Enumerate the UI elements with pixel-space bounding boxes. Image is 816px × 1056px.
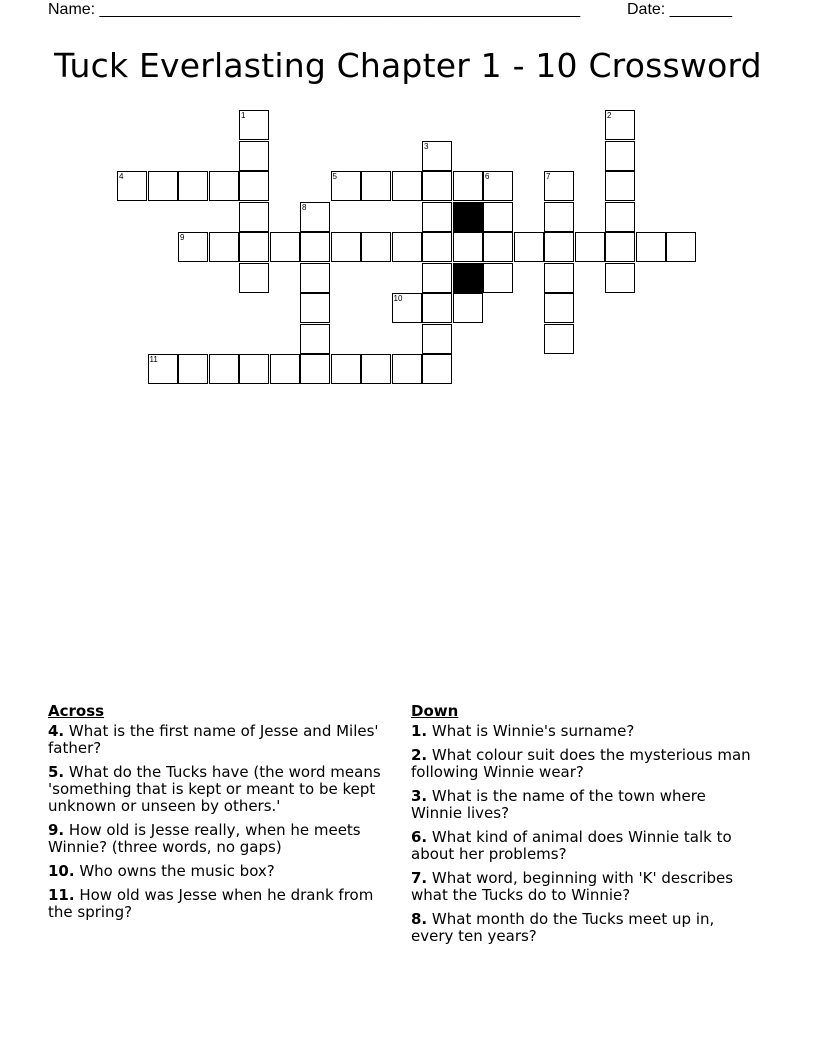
grid-cell[interactable] [361, 171, 391, 201]
clue-number: 9. [48, 821, 65, 839]
grid-cell[interactable] [605, 141, 635, 171]
grid-cell[interactable] [300, 324, 330, 354]
grid-cell[interactable] [544, 232, 574, 262]
clue-number: 10. [48, 862, 75, 880]
grid-cell[interactable] [361, 354, 391, 384]
down-clues [411, 702, 761, 952]
crossword-grid [0, 0, 816, 400]
grid-cell[interactable] [300, 354, 330, 384]
down-heading: Down [411, 702, 459, 720]
grid-cell[interactable] [605, 202, 635, 232]
clue-text: How old is Jesse really, when he meets Winnie? (three words, no gaps) [48, 821, 361, 856]
clue-text: Who owns the music box? [74, 862, 275, 880]
grid-cell[interactable] [422, 232, 452, 262]
grid-cell[interactable] [544, 202, 574, 232]
across-clue [48, 822, 398, 856]
across-heading: Across [48, 702, 105, 720]
cell-number: 9 [180, 233, 185, 242]
grid-cell[interactable] [422, 141, 452, 171]
cell-number: 7 [546, 172, 551, 181]
date-line[interactable]: Date: _______ [627, 1, 732, 18]
grid-cell[interactable] [544, 324, 574, 354]
down-clue [411, 723, 761, 740]
grid-cell[interactable] [422, 171, 452, 201]
grid-cell[interactable] [239, 202, 269, 232]
grid-cell[interactable] [239, 110, 269, 140]
page-title: Tuck Everlasting Chapter 1 - 10 Crossword [54, 46, 762, 85]
clue-number: 5. [48, 763, 65, 781]
grid-cell[interactable] [483, 232, 513, 262]
grid-cell[interactable] [422, 324, 452, 354]
grid-cell[interactable] [392, 232, 422, 262]
down-clue [411, 829, 761, 863]
grid-cell[interactable] [209, 354, 239, 384]
grid-cell[interactable] [392, 171, 422, 201]
grid-cell[interactable] [453, 232, 483, 262]
grid-cell[interactable] [239, 354, 269, 384]
grid-cell[interactable] [270, 232, 300, 262]
grid-cell[interactable] [483, 263, 513, 293]
grid-cell[interactable] [209, 171, 239, 201]
cell-number: 2 [607, 111, 612, 120]
grid-cell[interactable] [300, 202, 330, 232]
down-clue [411, 870, 761, 904]
clue-number: 7. [411, 869, 428, 887]
grid-cell[interactable] [239, 263, 269, 293]
clue-text: What colour suit does the mysterious man following Winnie wear? [411, 746, 751, 781]
grid-cell[interactable] [636, 232, 666, 262]
clue-number: 2. [411, 746, 428, 764]
grid-cell[interactable] [666, 232, 696, 262]
across-clue [48, 887, 398, 921]
grid-cell[interactable] [300, 263, 330, 293]
grid-cell[interactable] [483, 202, 513, 232]
cell-number: 4 [119, 172, 124, 181]
clue-text: What month do the Tucks meet up in, every ten years? [411, 910, 715, 945]
cell-number: 10 [393, 294, 403, 303]
cell-number: 5 [332, 172, 337, 181]
grid-cell[interactable] [605, 110, 635, 140]
clue-text: What word, beginning with 'K' describes what the Tucks do to Winnie? [411, 869, 734, 904]
clue-number: 3. [411, 787, 428, 805]
cell-number: 3 [424, 141, 429, 151]
grid-cell[interactable] [544, 263, 574, 293]
across-clue [48, 764, 398, 815]
grid-cell[interactable] [544, 293, 574, 323]
clue-text: What kind of animal does Winnie talk to about her problems? [411, 828, 732, 863]
across-clues [48, 702, 398, 928]
grid-cell[interactable] [331, 171, 361, 201]
grid-cell[interactable] [178, 171, 208, 201]
clue-number: 1. [411, 722, 428, 740]
cell-number: 1 [241, 111, 246, 120]
down-clue [411, 788, 761, 822]
grid-cell[interactable] [575, 232, 605, 262]
grid-cell[interactable] [239, 232, 269, 262]
clue-number: 6. [411, 828, 428, 846]
grid-cell[interactable] [239, 141, 269, 171]
black-cell [453, 263, 483, 293]
clue-text: What is the name of the town where Winnie lives? [411, 787, 706, 822]
grid-cell[interactable] [117, 171, 147, 201]
grid-cell[interactable] [148, 171, 178, 201]
grid-cell[interactable] [453, 293, 483, 323]
grid-cell[interactable] [361, 232, 391, 262]
grid-cell[interactable] [239, 171, 269, 201]
clue-text: How old was Jesse when he drank from the spring? [48, 886, 374, 921]
clue-text: What is the first name of Jesse and Miles' father? [48, 722, 379, 757]
down-clue-list [411, 723, 761, 945]
grid-cell[interactable] [483, 171, 513, 201]
grid-cell[interactable] [422, 263, 452, 293]
clue-number: 8. [411, 910, 428, 928]
grid-cell[interactable] [331, 354, 361, 384]
grid-cell[interactable] [270, 354, 300, 384]
cell-number: 6 [485, 172, 490, 181]
black-cell [453, 202, 483, 232]
clue-number: 4. [48, 722, 65, 740]
across-clue [48, 723, 398, 757]
grid-cell[interactable] [178, 354, 208, 384]
name-line[interactable]: Name: ______________________________________________________ [48, 1, 581, 18]
grid-cell[interactable] [605, 171, 635, 201]
cell-number: 11 [149, 355, 158, 364]
grid-cell[interactable] [148, 354, 178, 384]
clue-text: What is Winnie's surname? [427, 722, 635, 740]
grid-cell[interactable] [605, 263, 635, 293]
clue-text: What do the Tucks have (the word means 'something that is kept or meant to be kept unknown or unseen by others.' [48, 763, 381, 815]
grid-cell[interactable] [422, 293, 452, 323]
grid-cell[interactable] [453, 171, 483, 201]
grid-cell[interactable] [422, 202, 452, 232]
grid-cell[interactable] [605, 232, 635, 262]
cell-number: 8 [302, 202, 307, 212]
grid-cell[interactable] [209, 232, 239, 262]
clue-number: 11. [48, 886, 75, 904]
grid-cell[interactable] [514, 232, 544, 262]
grid-cell[interactable] [544, 171, 574, 201]
across-clue [48, 863, 398, 880]
down-clue [411, 747, 761, 781]
grid-cell[interactable] [178, 232, 208, 262]
grid-cell[interactable] [300, 293, 330, 323]
across-clue-list [48, 723, 398, 921]
grid-cell[interactable] [331, 232, 361, 262]
grid-cell[interactable] [392, 354, 422, 384]
grid-cell[interactable] [422, 354, 452, 384]
grid-cell[interactable] [300, 232, 330, 262]
grid-cell[interactable] [392, 293, 422, 323]
down-clue [411, 911, 761, 945]
